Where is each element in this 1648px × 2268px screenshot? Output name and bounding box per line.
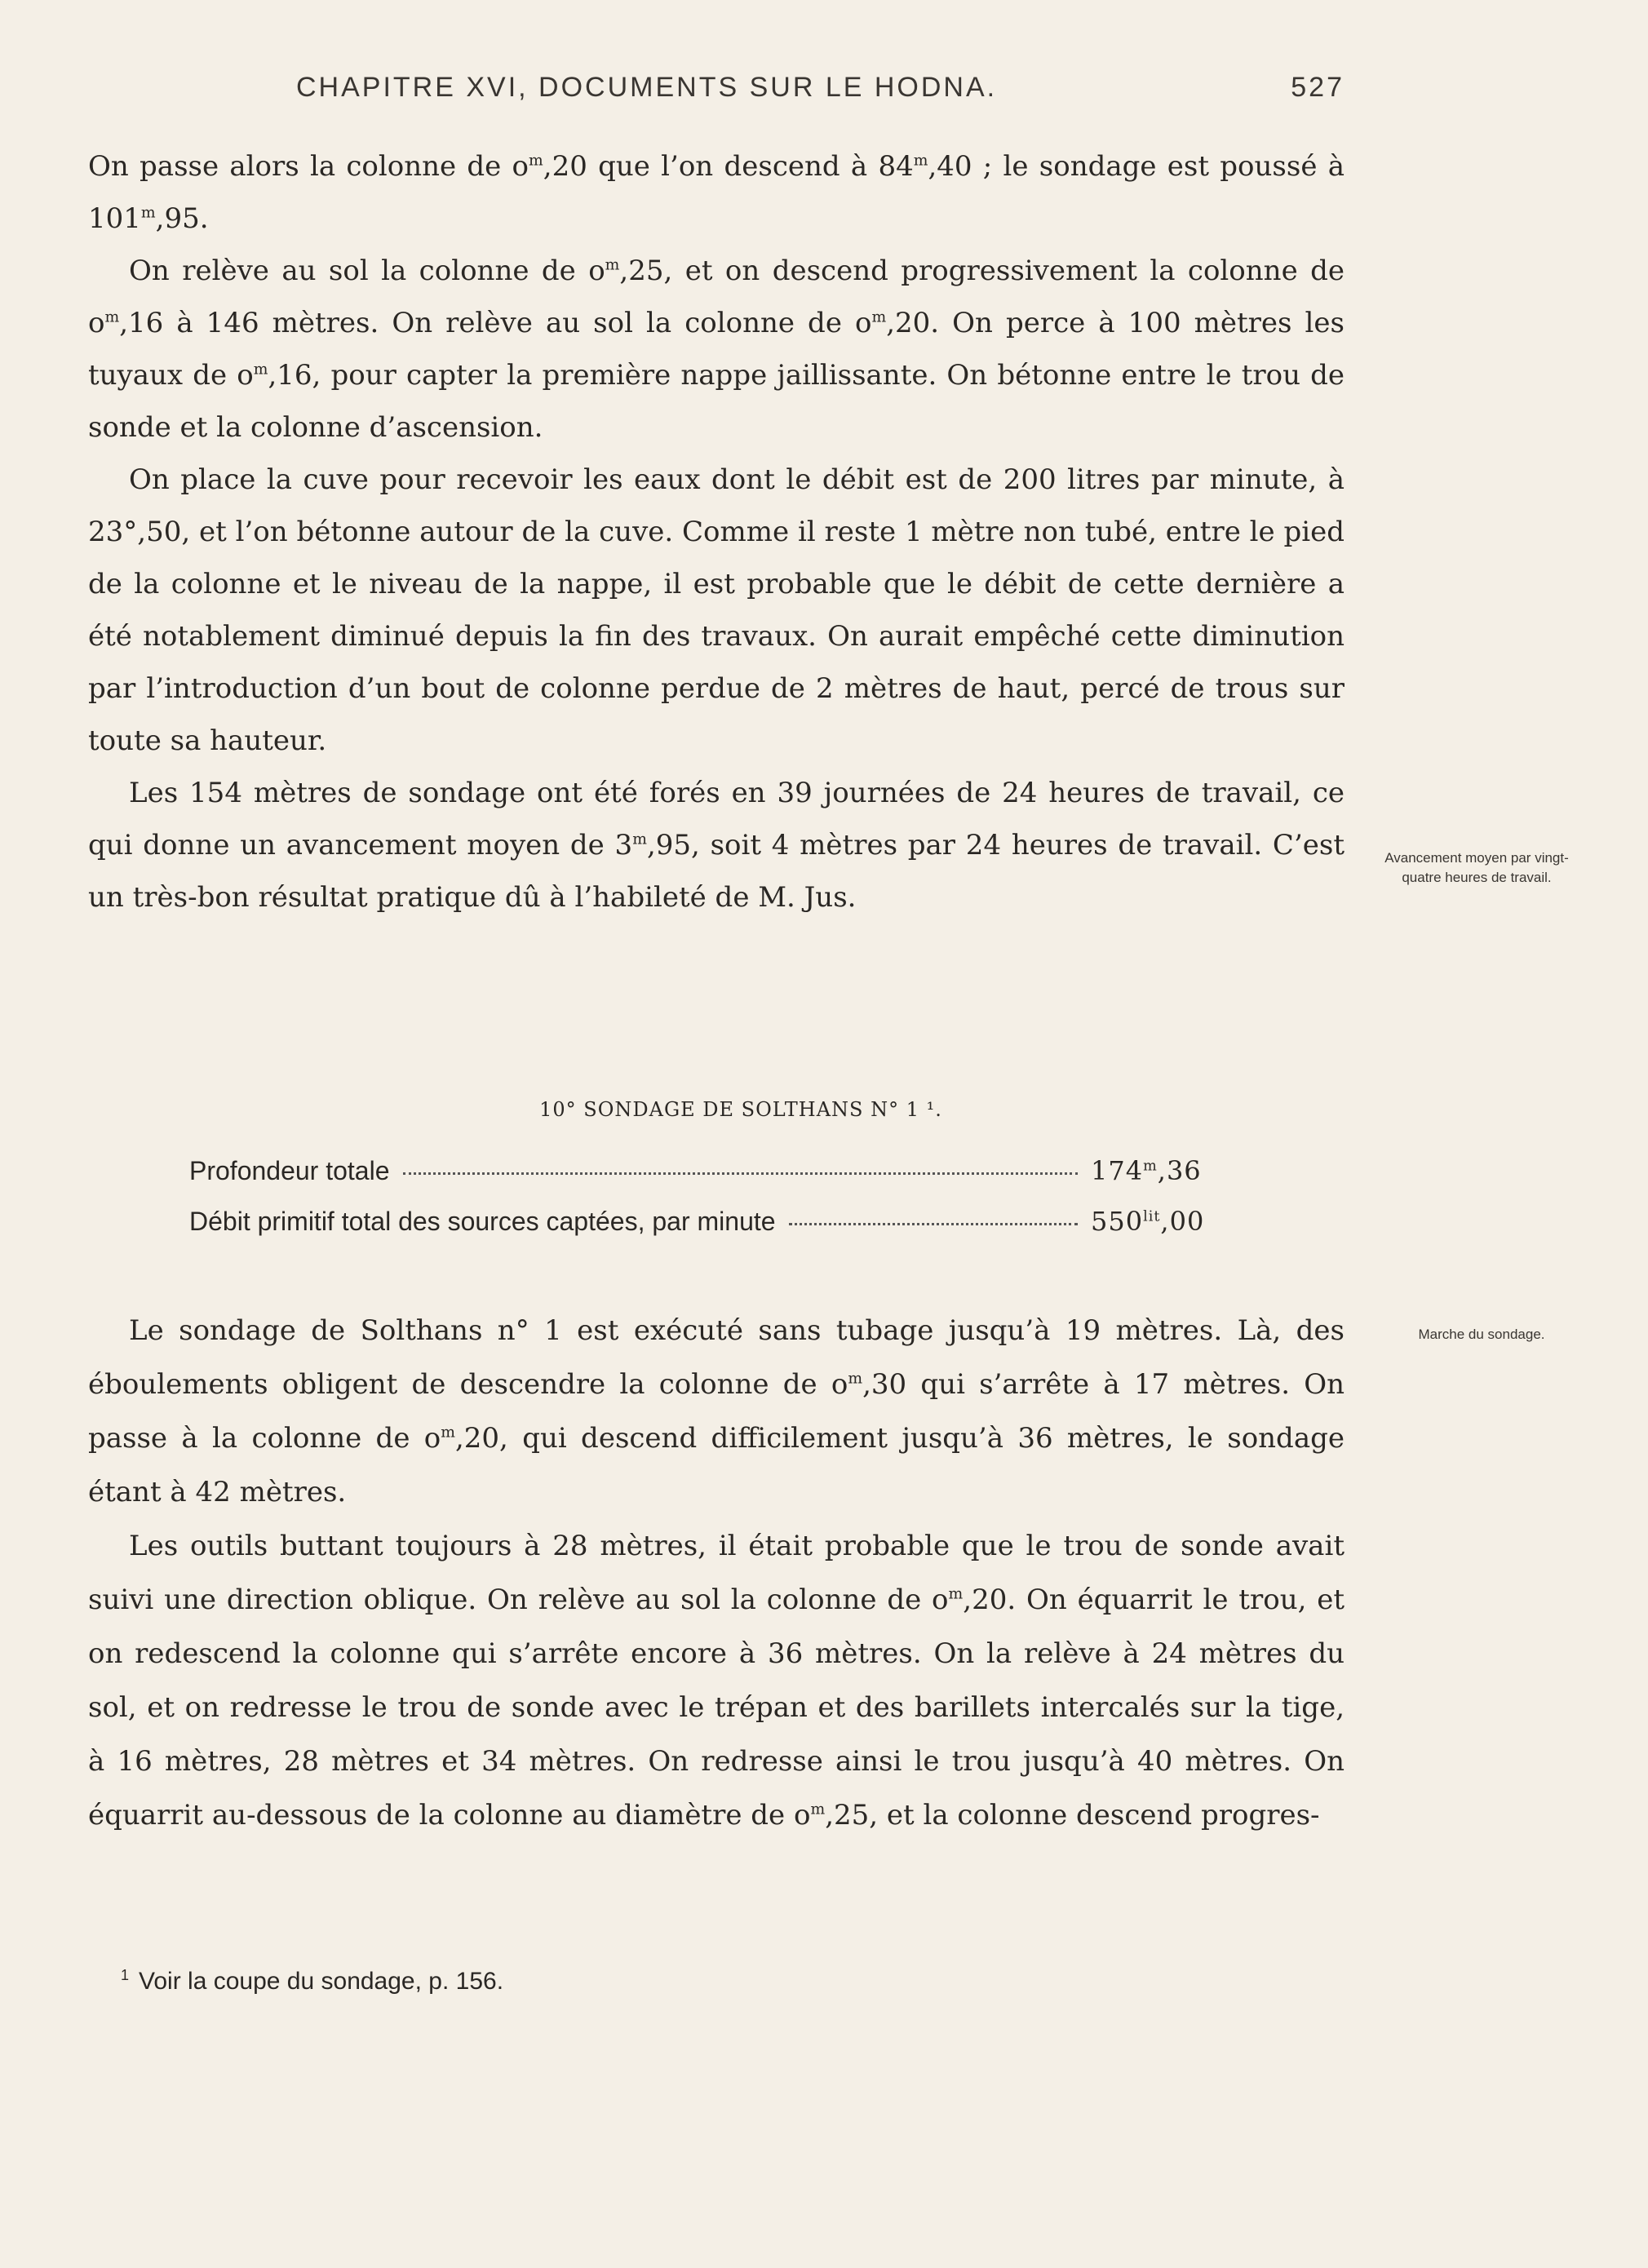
section-heading: 10° SONDAGE DE SOLTHANS N° 1 ¹. xyxy=(539,1098,942,1121)
unit-superscript: m xyxy=(104,308,120,326)
unit-superscript: m xyxy=(913,152,928,170)
paragraph: On relève au sol la colonne de $o^m,25$, et on descend progressivement la colonne de $o^m,16$ à 146 mètres. On relève au sol la colonne de $o^m,20$. On perce à 100 mètres les tuyaux de $o^m,16$, pour capter la première nappe jaillissante. On bétonne entre le trou de sonde et la colonne d’ascension. xyxy=(88,255,1345,444)
stat-value: 174$^m$,36 xyxy=(1091,1155,1202,1186)
dot-leader xyxy=(789,1223,1078,1225)
unit-superscript: m xyxy=(810,1801,826,1818)
unit-superscript: m xyxy=(871,308,887,326)
body-text-part-2 xyxy=(88,1304,1345,1842)
dot-leader xyxy=(403,1172,1079,1175)
unit-superscript: m xyxy=(948,1585,964,1603)
stat-value: $550^{lit},00$ xyxy=(1091,1206,1205,1237)
margin-note-progress: Marche du sondage. xyxy=(1418,1327,1545,1342)
page-number: 527 xyxy=(1291,72,1345,103)
stat-row xyxy=(189,1206,1242,1256)
stats-table xyxy=(189,1155,1242,1256)
stat-label: Profondeur totale xyxy=(189,1156,390,1185)
footnote-marker: 1 xyxy=(121,1967,130,1983)
paragraph: Les 154 mètres de sondage ont été forés en 39 journées de 24 heures de travail, ce qui donne un avancement moyen de 3$^m$,95, soit 4 mètres par 24 heures de travail. C’est un très-bon résultat pratique dû à l’habileté de M. Jus. xyxy=(88,777,1345,914)
unit-superscript: m xyxy=(632,831,647,848)
paragraph: Le sondage de Solthans n° 1 est exécuté sans tubage jusqu’à 19 mètres. Là, des éboulements obligent de descendre la colonne de $o^m,30$ qui s’arrête à 17 mètres. On passe à la colonne de $o^m,20$, qui descend difficilement jusqu’à 36 mètres, le sondage étant à 42 mètres. xyxy=(88,1314,1345,1508)
unit-superscript: m xyxy=(529,152,543,170)
footnote xyxy=(121,1968,503,1996)
unit-superscript: m xyxy=(441,1424,455,1442)
unit-superscript: m xyxy=(1143,1158,1158,1175)
running-title: CHAPITRE XVI, DOCUMENTS SUR LE HODNA. xyxy=(296,72,998,103)
margin-note-advancement: Avancement moyen par vingt-quatre heures de travail. xyxy=(1384,850,1569,885)
body-text-part-1 xyxy=(88,140,1345,924)
footnote-text: Voir la coupe du sondage, p. 156. xyxy=(139,1968,504,1995)
unit-superscript: m xyxy=(140,204,156,222)
page-header xyxy=(88,72,1345,108)
stat-row xyxy=(189,1155,1242,1206)
stat-label: Débit primitif total des sources captées, par minute xyxy=(189,1207,776,1236)
unit-superscript: m xyxy=(253,361,268,379)
unit-superscript: lit xyxy=(1143,1208,1161,1225)
paragraph: On passe alors la colonne de $o^m,20$ que l’on descend à 84$^m$,40 ; le sondage est poussé à 101$^m$,95. xyxy=(88,150,1345,235)
unit-superscript: m xyxy=(605,256,620,274)
unit-superscript: m xyxy=(848,1370,863,1388)
paragraph: Les outils buttant toujours à 28 mètres, il était probable que le trou de sonde avait suivi une direction oblique. On relève au sol la colonne de $o^m,20$. On équarrit le trou, et on redescend la colonne qui s’arrête encore à 36 mètres. On la relève à 24 mètres du sol, et on redresse le trou de sonde avec le trépan et des barillets intercalés sur la tige, à 16 mètres, 28 mètres et 34 mètres. On redresse ainsi le trou jusqu’à 40 mètres. On équarrit au-dessous de la colonne au diamètre de $o^m,25$, et la colonne descend progres- xyxy=(88,1530,1345,1832)
paragraph: On place la cuve pour recevoir les eaux dont le débit est de 200 litres par minute, à 23°,50, et l’on bétonne autour de la cuve. Comme il reste 1 mètre non tubé, entre le pied de la colonne et le niveau de la nappe, il est probable que le débit de cette dernière a été notablement diminué depuis la fin des travaux. On aurait empêché cette diminution par l’introduction d’un bout de colonne perdue de 2 mètres de haut, percé de trous sur toute sa hauteur. xyxy=(88,463,1345,757)
